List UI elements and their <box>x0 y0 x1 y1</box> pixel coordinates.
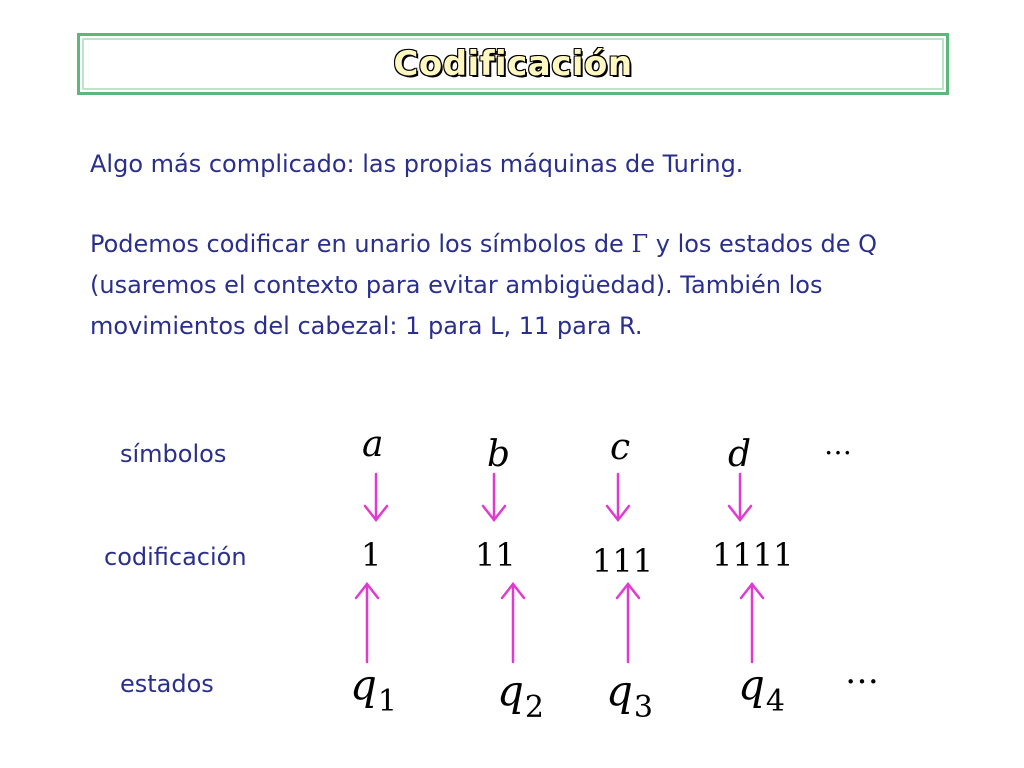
code-1: 1 <box>361 536 382 574</box>
symbol-a: a <box>362 424 384 465</box>
down-arrow-a <box>365 474 387 520</box>
up-arrow-q3 <box>617 584 639 662</box>
row-label-estados: estados <box>120 670 214 698</box>
gamma-symbol: Γ <box>631 230 649 258</box>
state-q4-sub: 4 <box>765 684 785 719</box>
state-q2-base: q <box>497 666 524 715</box>
state-q2-sub: 2 <box>524 690 544 725</box>
down-arrow-d <box>729 474 751 520</box>
slide-title: Codificación <box>393 44 633 84</box>
states-ellipsis: … <box>845 652 883 692</box>
down-arrow-c <box>607 474 629 520</box>
symbol-c: c <box>610 427 631 468</box>
up-arrow-q1 <box>356 584 378 662</box>
state-q3-base: q <box>606 666 633 715</box>
state-q1-sub: 1 <box>377 684 397 719</box>
code-111: 111 <box>592 542 654 580</box>
state-q1-base: q <box>350 660 377 709</box>
symbols-ellipsis: … <box>824 428 856 461</box>
row-label-codificacion: codificación <box>104 543 247 571</box>
symbol-d: d <box>728 434 752 475</box>
paragraph-intro: Algo más complicado: las propias máquinas de Turing. <box>90 150 744 178</box>
row-label-simbolos: símbolos <box>120 440 227 468</box>
state-q3-sub: 3 <box>633 690 653 725</box>
up-arrow-q2 <box>502 584 524 662</box>
code-11: 11 <box>475 536 516 574</box>
up-arrow-q4 <box>741 584 763 662</box>
code-1111: 1111 <box>712 536 794 574</box>
symbol-b: b <box>487 434 511 475</box>
state-q4-base: q <box>738 660 765 709</box>
paragraph-encoding-part2: y los estados de Q (usaremos el contexto para evitar ambigüedad). También los movimientos del cabezal: 1 para L, 11 para R. <box>90 230 878 340</box>
down-arrow-b <box>483 474 505 520</box>
paragraph-encoding-part1: Podemos codificar en unario los símbolos de <box>90 230 632 258</box>
